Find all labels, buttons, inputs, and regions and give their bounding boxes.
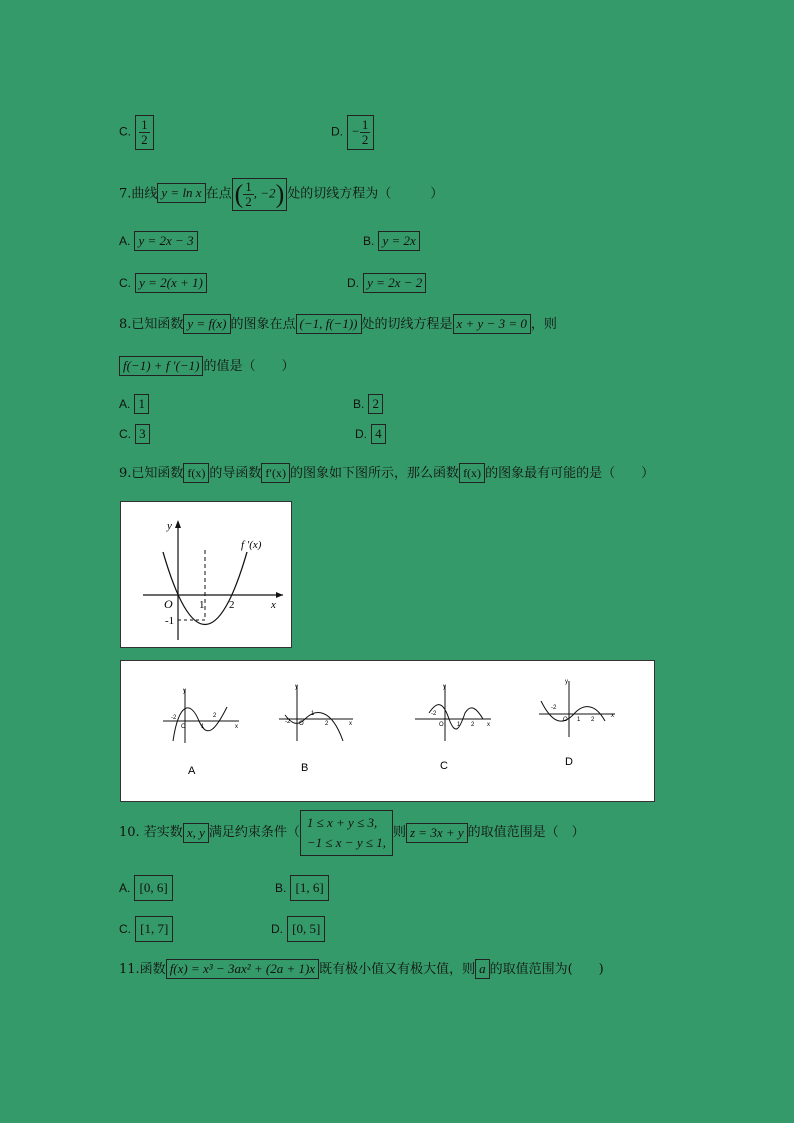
graph-c[interactable] — [415, 684, 491, 772]
stem-text: 的取值范围为( ) — [489, 962, 604, 977]
q8-option-c[interactable] — [119, 424, 150, 445]
stem-text: 的图象最有可能的是（ ） — [485, 466, 655, 481]
constraint-system: 1 ≤ x + y ≤ 3, −1 ≤ x − y ≤ 1, — [300, 810, 393, 856]
option-label: A. — [119, 234, 131, 248]
stem-text: 9.已知函数 — [119, 466, 184, 481]
svg-text:y: y — [443, 684, 446, 690]
svg-text:-2: -2 — [171, 715, 177, 721]
q10-option-b[interactable] — [275, 875, 329, 901]
option-math: 1 — [134, 394, 149, 414]
stem-text: 8.已知函数 — [119, 317, 184, 332]
option-b-label: B — [301, 762, 309, 774]
stem-text: 既有极小值又有极大值，则 — [319, 962, 476, 977]
math-point: (−1, f(−1)) — [296, 314, 362, 334]
svg-text:-2: -2 — [551, 705, 557, 711]
curve-label: f ′(x) — [241, 539, 262, 551]
stem-text: 7.曲线 — [119, 186, 158, 202]
q9-stem — [119, 463, 654, 484]
math-tangent: x + y − 3 = 0 — [453, 314, 531, 334]
option-math: [0, 6] — [134, 875, 172, 901]
svg-text:-2: -2 — [431, 711, 437, 717]
math-f: f(x) — [183, 463, 209, 483]
svg-text:x: x — [611, 713, 614, 719]
derivative-graph — [121, 502, 291, 647]
math-fprime: f′(x) — [261, 463, 290, 483]
stem-text: 的图象如下图所示，那么函数 — [290, 466, 460, 481]
stem-text: 10. 若实数 — [119, 825, 183, 840]
q7-option-a[interactable] — [119, 231, 198, 252]
math-vars: x, y — [183, 823, 209, 843]
svg-text:-2: -2 — [285, 719, 291, 725]
svg-text:y: y — [565, 679, 568, 685]
svg-text:O: O — [439, 722, 444, 728]
math-fraction: − $\frac{1}{2}$ — [347, 115, 374, 150]
stem-text: 的导函数 — [209, 466, 262, 481]
svg-text:2: 2 — [471, 722, 475, 728]
option-c-label: C — [440, 760, 448, 772]
svg-text:2: 2 — [213, 713, 217, 719]
option-math: 4 — [371, 424, 386, 444]
svg-text:2: 2 — [325, 721, 329, 727]
stem-text: 满足约束条件（ — [208, 825, 300, 840]
q7-stem — [119, 178, 443, 211]
q10-option-a[interactable] — [119, 875, 173, 901]
q8-option-a[interactable] — [119, 394, 149, 415]
q9-options-panel — [120, 660, 655, 802]
math-param: a — [475, 959, 490, 979]
svg-text:1: 1 — [201, 724, 205, 730]
option-label: B. — [275, 881, 287, 895]
tick-neg1: -1 — [165, 615, 175, 627]
stem-text: 11.函数 — [119, 962, 166, 977]
option-d-label: D — [565, 756, 573, 768]
graph-b[interactable] — [279, 684, 353, 774]
graph-d[interactable] — [539, 679, 615, 768]
y-label: y — [167, 520, 172, 532]
option-label: D. — [271, 922, 283, 936]
option-label: D. — [331, 124, 343, 139]
q10-stem — [119, 810, 585, 856]
stem-text: ，则 — [530, 317, 557, 332]
svg-text:2: 2 — [591, 717, 595, 723]
stem-text: 的图象在点 — [230, 317, 296, 332]
math-function: y = f(x) — [183, 314, 230, 334]
q8-stem — [119, 314, 557, 335]
q7-option-d[interactable] — [347, 273, 426, 294]
option-label: B. — [353, 397, 365, 411]
stem-text: 的值是（ ） — [203, 359, 295, 374]
option-label: A. — [119, 881, 131, 895]
math-fraction: $\frac{1}{2}$ — [135, 115, 154, 150]
q9-options-graphs — [121, 661, 654, 801]
svg-text:O: O — [299, 721, 304, 727]
svg-text:1: 1 — [457, 722, 461, 728]
option-label: C. — [119, 124, 131, 139]
option-label: C. — [119, 276, 131, 290]
svg-text:x: x — [235, 724, 238, 730]
q11-stem — [119, 959, 604, 980]
svg-text:1: 1 — [577, 717, 581, 723]
option-label: C. — [119, 922, 131, 936]
derivative-graph-panel — [120, 501, 292, 648]
option-a-label: A — [188, 765, 196, 777]
svg-text:O: O — [563, 717, 568, 723]
option-math: 2 — [368, 394, 383, 414]
option-math: y = 2x − 3 — [134, 231, 197, 251]
option-label: D. — [355, 427, 367, 441]
svg-text:y: y — [295, 684, 298, 690]
q10-option-c[interactable] — [119, 916, 173, 942]
option-label: A. — [119, 397, 131, 411]
q8-option-b[interactable] — [353, 394, 383, 415]
option-label: B. — [363, 234, 375, 248]
option-math: 3 — [135, 424, 150, 444]
svg-text:x: x — [349, 721, 352, 727]
option-label: C. — [119, 427, 131, 441]
math-function: f(x) = x³ − 3ax² + (2a + 1)x — [166, 959, 319, 979]
option-math: y = 2(x + 1) — [135, 273, 207, 293]
x-axis-arrow — [276, 592, 283, 598]
graph-a[interactable] — [163, 688, 239, 777]
tick-2: 2 — [229, 599, 235, 611]
math-f: f(x) — [459, 463, 485, 483]
svg-text:x: x — [487, 722, 490, 728]
q8-stem-2 — [119, 356, 294, 377]
x-label: x — [271, 599, 276, 611]
q8-option-d[interactable] — [355, 424, 386, 445]
math-curve: y = ln x — [157, 183, 205, 203]
option-math: [1, 7] — [135, 916, 173, 942]
math-expression: f(−1) + f ′(−1) — [119, 356, 203, 376]
q6-option-d[interactable] — [331, 115, 374, 150]
stem-text: 则 — [392, 825, 406, 840]
tick-1: 1 — [199, 599, 205, 611]
math-objective: z = 3x + y — [406, 823, 468, 843]
option-math: y = 2x — [378, 231, 419, 251]
option-math: [0, 5] — [287, 916, 325, 942]
q7-option-c[interactable] — [119, 273, 207, 294]
stem-text: 处的切线方程是 — [361, 317, 453, 332]
math-point: ( $\frac{1}{2}$ , −2) — [232, 178, 288, 211]
q6-option-c[interactable] — [119, 115, 154, 150]
stem-text: 处的切线方程为（ ） — [287, 186, 444, 202]
svg-text:1: 1 — [311, 711, 315, 717]
stem-text: 的取值范围是（ ） — [467, 825, 585, 840]
y-axis-arrow — [175, 520, 181, 528]
stem-text: 在点 — [205, 186, 232, 202]
option-math: y = 2x − 2 — [363, 273, 426, 293]
svg-text:O: O — [181, 724, 186, 730]
option-math: [1, 6] — [290, 875, 328, 901]
origin-label: O — [164, 597, 173, 611]
q7-option-b[interactable] — [363, 231, 420, 252]
option-label: D. — [347, 276, 359, 290]
svg-text:y: y — [183, 688, 186, 694]
q10-option-d[interactable] — [271, 916, 325, 942]
